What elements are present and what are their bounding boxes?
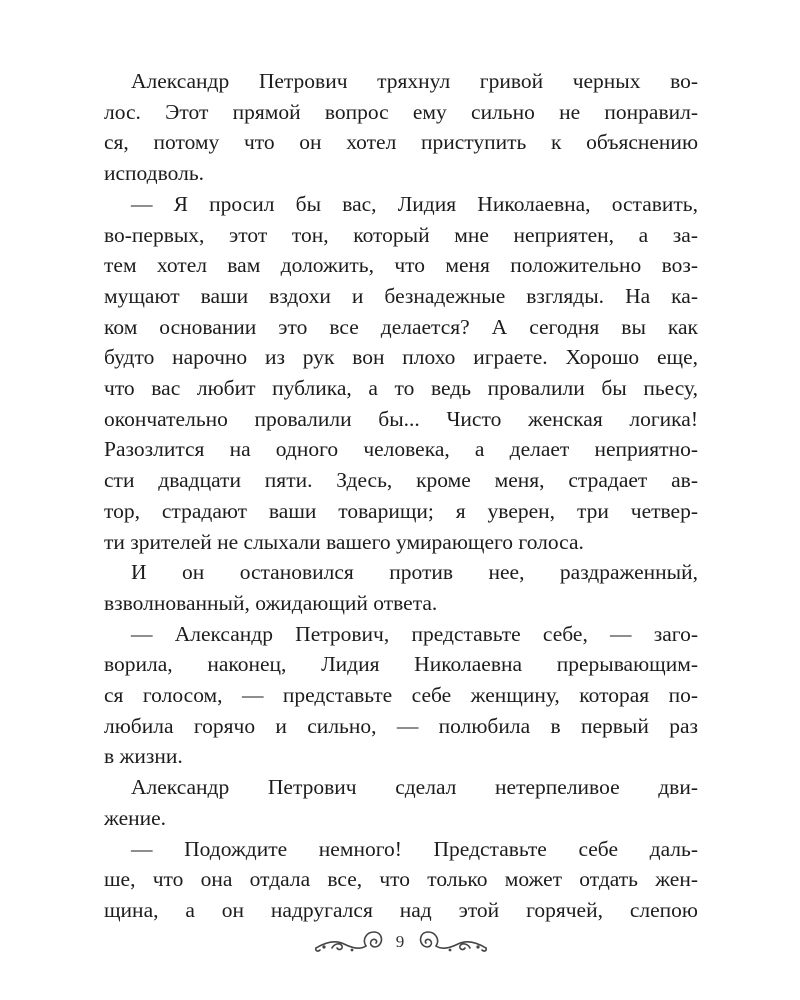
text-line: во-первых, этот тон, который мне неприятен, а за- [104, 222, 698, 247]
text-line: ся, потому что он хотел приступить к объяснению [104, 130, 698, 155]
text-line: ворила, наконец, Лидия Николаевна прерывающим- [104, 652, 698, 677]
text-line: тем хотел вам доложить, что меня положительно воз- [104, 253, 698, 278]
paragraph [104, 66, 698, 189]
text-line: будто нарочно из рук вон плохо играете. Хорошо еще, [104, 345, 698, 370]
paragraph [104, 189, 698, 557]
text-line: жение. [104, 805, 167, 830]
text-line: Александр Петрович сделал нетерпеливое дви- [131, 775, 698, 800]
scroll-flourish-icon [416, 926, 490, 960]
page-body [104, 66, 698, 926]
scroll-flourish-icon [312, 926, 386, 960]
text-line: Александр Петрович тряхнул гривой черных во- [131, 69, 698, 93]
text-line: исподволь. [104, 161, 205, 186]
paragraph [104, 834, 698, 926]
text-line: в жизни. [104, 744, 183, 769]
text-line: лос. Этот прямой вопрос ему сильно не понравил- [104, 99, 698, 124]
text-line: щина, а он надругался над этой горячей, слепою [104, 897, 698, 922]
text-line: мущают ваши вздохи и безнадежные взгляды. На ка- [104, 283, 698, 308]
text-line: — Я просил бы вас, Лидия Николаевна, оставить, [131, 191, 698, 216]
text-line: окончательно провалили бы... Чисто женская логика! [104, 406, 698, 431]
paragraph [104, 772, 698, 833]
text-line: ше, что она отдала все, что только может отдать жен- [104, 867, 698, 892]
text-line: что вас любит публика, а то ведь провалили бы пьесу, [104, 376, 698, 401]
page-number: 9 [395, 932, 405, 951]
text-line: сти двадцати пяти. Здесь, кроме меня, страдает ав- [104, 468, 698, 493]
text-line: тор, страдают ваши товарищи; я уверен, три четвер- [104, 498, 698, 523]
text-line: И он остановился против нее, раздраженный, [131, 560, 698, 585]
text-line: ти зрителей не слыхали вашего умирающего голоса. [104, 529, 584, 554]
text-line: Разозлится на одного человека, а делает неприятно- [104, 437, 698, 462]
text-line: взволнованный, ожидающий ответа. [104, 590, 438, 615]
text-line: — Подождите немного! Представьте себе даль- [131, 836, 698, 861]
text-line: любила горячо и сильно, — полюбила в первый раз [104, 713, 698, 738]
paragraph [104, 619, 698, 773]
paragraph [104, 557, 698, 618]
text-line: ся голосом, — представьте себе женщину, которая по- [104, 683, 698, 708]
text-line: — Александр Петрович, представьте себе, — заго- [131, 621, 698, 646]
text-line: ком основании это все делается? А сегодня вы как [104, 314, 698, 339]
